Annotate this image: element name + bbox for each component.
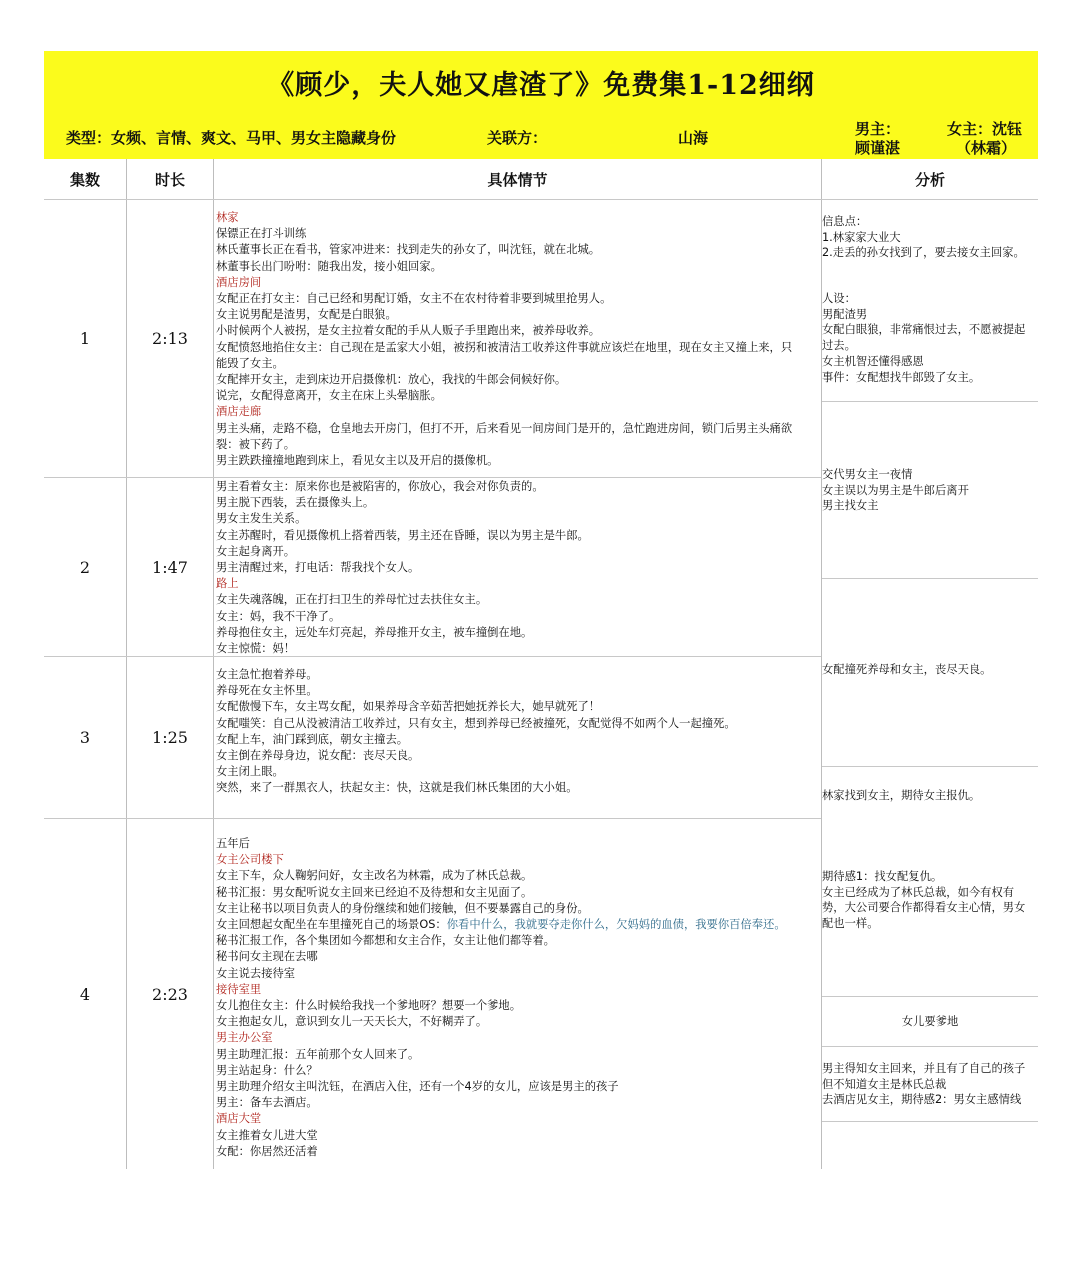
- plot-line: 男主头痛，走路不稳，仓皇地去开房门，但打不开，后来看见一间房间门是开的，急忙跑进房间，锁门后男主头痛欲: [216, 421, 793, 435]
- column-divider: [213, 159, 214, 1169]
- episode-duration: 1:47: [152, 557, 188, 577]
- analysis-line: 男主得知女主回来，并且有了自己的孩子: [822, 1062, 1026, 1075]
- plot-line: 女主惊慌：妈！: [216, 642, 296, 656]
- plot-line: 能毁了女主。: [216, 356, 284, 370]
- plot-line: 女主失魂落魄，正在打扫卫生的养母忙过去扶住女主。: [216, 593, 488, 607]
- plot-line: 女儿抱住女主：什么时候给我找一个爹地呀？想要一个爹地。: [216, 999, 522, 1013]
- plot-line: 女配傲慢下车，女主骂女配，如果养母含辛茹苦把她抚养长大，她早就死了！: [216, 700, 601, 714]
- analysis-line: 女主机智还懂得感恩: [822, 354, 924, 368]
- plot-line: 说完，女配得意离开，女主在床上头晕脑胀。: [216, 389, 442, 403]
- os-line: 你看中什么，我就要夺走你什么，欠妈妈的血债，我要你百倍奉还。: [446, 918, 786, 932]
- scene-heading: 接待室里: [216, 982, 262, 996]
- episode-number: 1: [79, 329, 91, 348]
- analysis-ep4a: [822, 869, 1036, 932]
- analysis-line: 女主误以为男主是牛郎后离开: [822, 483, 969, 497]
- male-lead-name: 顾谨湛: [855, 139, 901, 157]
- plot-line: 保镖正在打斗训练: [216, 227, 307, 241]
- analysis-line: 女配撞死养母和女主，丧尽天良。: [822, 663, 992, 676]
- episode-number: 2: [79, 557, 91, 577]
- plot-line: 林氏董事长正在看书，管家冲进来：找到走失的孙女了，叫沈钰，就在北城。: [216, 243, 601, 257]
- header-duration: 时长: [154, 170, 185, 189]
- scene-heading: 路上: [216, 577, 239, 591]
- plot-line: 男女主发生关系。: [216, 512, 307, 526]
- genre-label: 类型：女频、言情、爽文、马甲、男女主隐藏身份: [66, 129, 397, 147]
- row-divider: [822, 1046, 1038, 1047]
- plot-line: 女配上车，油门踩到底，朝女主撞去。: [216, 732, 409, 746]
- plot-cell: [216, 667, 820, 797]
- plot-line: 养母死在女主怀里。: [216, 684, 318, 698]
- plot-line: 女主起身离开。: [216, 544, 296, 558]
- plot-line: 女主倒在养母身边，说女配：丧尽天良。: [216, 749, 420, 763]
- plot-line: 女主回想起女配坐在车里撞死自己的场景OS：你看中什么，我就要夺走你什么，欠妈妈的血债，我要你百倍奉还。: [216, 918, 786, 932]
- episode-duration: 2:23: [152, 984, 188, 1004]
- analysis-line: 去酒店见女主，期待感2：男女主感情线: [822, 1093, 1022, 1107]
- analysis-line: 信息点：: [822, 215, 868, 228]
- male-lead-label: 男主：: [855, 120, 901, 138]
- analysis-found: [822, 788, 1036, 804]
- plot-line: 男主脱下西装，丢在摄像头上。: [216, 496, 375, 510]
- plot-cell: [216, 210, 820, 469]
- analysis-info: [822, 214, 1036, 261]
- plot-line: 养母抱住女主，远处车灯亮起，养母推开女主，被车撞倒在地。: [216, 625, 533, 639]
- episode-number: 4: [79, 984, 91, 1004]
- analysis-line: 人设：: [822, 292, 856, 305]
- plot-line: 男主跌跌撞撞地跑到床上，看见女主以及开启的摄像机。: [216, 454, 499, 468]
- plot-line: 五年后: [216, 837, 250, 850]
- analysis-daughter: [822, 1014, 1038, 1030]
- row-divider: [822, 1121, 1038, 1122]
- plot-line: 女主推着女儿进大堂: [216, 1128, 318, 1142]
- analysis-persona: [822, 291, 1036, 385]
- plot-line: 女主让秘书以项目负责人的身份继续和她们接触，但不要暴露自己的身份。: [216, 901, 589, 915]
- plot-line: 秘书汇报：男女配听说女主回来已经迫不及待想和女主见面了。: [216, 885, 533, 899]
- plot-line: 女配愤怒地掐住女主：自己现在是孟家大小姐，被拐和被清洁工收养这件事就应该烂在地里，现在女主又撞上来，只: [216, 340, 793, 354]
- plot-line: 男主助理介绍女主叫沈钰，在酒店入住，还有一个4岁的女儿，应该是男主的孩子: [216, 1080, 619, 1094]
- plot-line: 男主助理汇报：五年前那个女人回来了。: [216, 1047, 420, 1061]
- related-label: 关联方：: [487, 129, 548, 147]
- analysis-line: 女儿要爹地: [901, 1015, 959, 1028]
- scene-heading: 酒店大堂: [216, 1112, 262, 1126]
- episode-duration: 2:13: [152, 329, 188, 348]
- scene-heading: 酒店房间: [216, 275, 262, 289]
- scene-heading: 男主办公室: [216, 1031, 273, 1045]
- analysis-line: 林家找到女主，期待女主报仇。: [822, 789, 981, 802]
- episode-number: 3: [79, 728, 91, 747]
- analysis-line: 女配白眼狼，非常痛恨过去，不愿被提起过去。: [822, 323, 1026, 353]
- page-title: 《顾少，夫人她又虐渣了》免费集1-12细纲: [267, 70, 815, 101]
- plot-cell: [216, 836, 820, 1160]
- analysis-line: 事件：女配想找牛郎毁了女主。: [822, 370, 981, 384]
- analysis-line: 交代男女主一夜情: [822, 468, 913, 481]
- plot-line: 女主苏醒时，看见摄像机上搭着西装，男主还在昏睡，误以为男主是牛郎。: [216, 528, 589, 542]
- plot-line: 女主闭上眼。: [216, 765, 284, 779]
- plot-line: 女主抱起女儿，意识到女儿一天天长大，不好糊弄了。: [216, 1015, 488, 1029]
- plot-line: 男主看着女主：原来你也是被陷害的，你放心，我会对你负责的。: [216, 480, 544, 493]
- plot-line: 女主说男配是渣男，女配是白眼狼。: [216, 308, 397, 322]
- plot-line: 男主：备车去酒店。: [216, 1096, 318, 1110]
- female-lead-label: 女主：沈钰: [947, 120, 1023, 138]
- analysis-clipped: [822, 662, 1036, 678]
- plot-cell: [216, 479, 820, 657]
- plot-line: 男主站起身：什么？: [216, 1063, 318, 1077]
- plot-line: 林董事长出门吩咐：随我出发，接小姐回家。: [216, 259, 442, 273]
- plot-line: 女配：你居然还活着: [216, 1144, 318, 1158]
- analysis-line: 但不知道女主是林氏总裁: [822, 1077, 947, 1091]
- analysis-night: [822, 467, 1036, 514]
- plot-line: 秘书汇报工作，各个集团如今都想和女主合作，女主让他们都等着。: [216, 934, 555, 948]
- plot-line: 小时候两个人被拐，是女主拉着女配的手从人贩子手里跑出来，被养母收养。: [216, 324, 601, 338]
- plot-line: 女主下车，众人鞠躬问好，女主改名为林霜，成为了林氏总裁。: [216, 869, 533, 883]
- plot-line: 女配摔开女主，走到床边开启摄像机：放心，我找的牛郎会伺候好你。: [216, 373, 567, 387]
- scene-heading: 林家: [216, 211, 239, 224]
- analysis-ep4b: [822, 1061, 1036, 1108]
- plot-line: 女主：妈，我不干净了。: [216, 609, 341, 623]
- episode-duration: 1:25: [152, 728, 188, 747]
- analysis-line: 1.林家家大业大: [822, 230, 901, 244]
- plot-line: 女配正在打女主：自己已经和男配订婚，女主不在农村待着非要到城里抢男人。: [216, 292, 612, 306]
- analysis-line: 男主找女主: [822, 499, 879, 513]
- female-lead-alias: （林霜）: [956, 139, 1017, 157]
- header-episode: 集数: [69, 170, 100, 189]
- analysis-line: 期待感1：找女配复仇。: [822, 870, 943, 883]
- analysis-line: 2.走丢的孙女找到了，要去接女主回家。: [822, 246, 1025, 260]
- header-analysis: 分析: [914, 170, 945, 189]
- analysis-line: 女主已经成为了林氏总裁，如今有权有势，大公司要合作都得看女主心情，男女配也一样。: [822, 885, 1026, 931]
- row-divider: [822, 578, 1038, 579]
- row-divider: [822, 996, 1038, 997]
- row-divider: [822, 766, 1038, 767]
- plot-line: 女主急忙抱着养母。: [216, 668, 318, 681]
- plot-line: 女配嗤笑：自己从没被清洁工收养过，只有女主，想到养母已经被撞死，女配觉得不如两个人一起撞死。: [216, 716, 736, 730]
- plot-line: 男主清醒过来，打电话：帮我找个女人。: [216, 561, 420, 575]
- header-plot: 具体情节: [487, 170, 548, 189]
- plot-line: 突然，来了一群黑衣人，扶起女主：快，这就是我们林氏集团的大小姐。: [216, 781, 578, 795]
- related-value: 山海: [678, 129, 709, 147]
- plot-line: 裂：被下药了。: [216, 437, 296, 451]
- scene-heading: 酒店走廊: [216, 405, 262, 419]
- plot-line: 女主说去接待室: [216, 966, 296, 980]
- scene-heading: 女主公司楼下: [216, 853, 284, 867]
- plot-line: 秘书问女主现在去哪: [216, 950, 318, 964]
- analysis-line: 男配渣男: [822, 307, 868, 321]
- row-divider: [822, 401, 1038, 402]
